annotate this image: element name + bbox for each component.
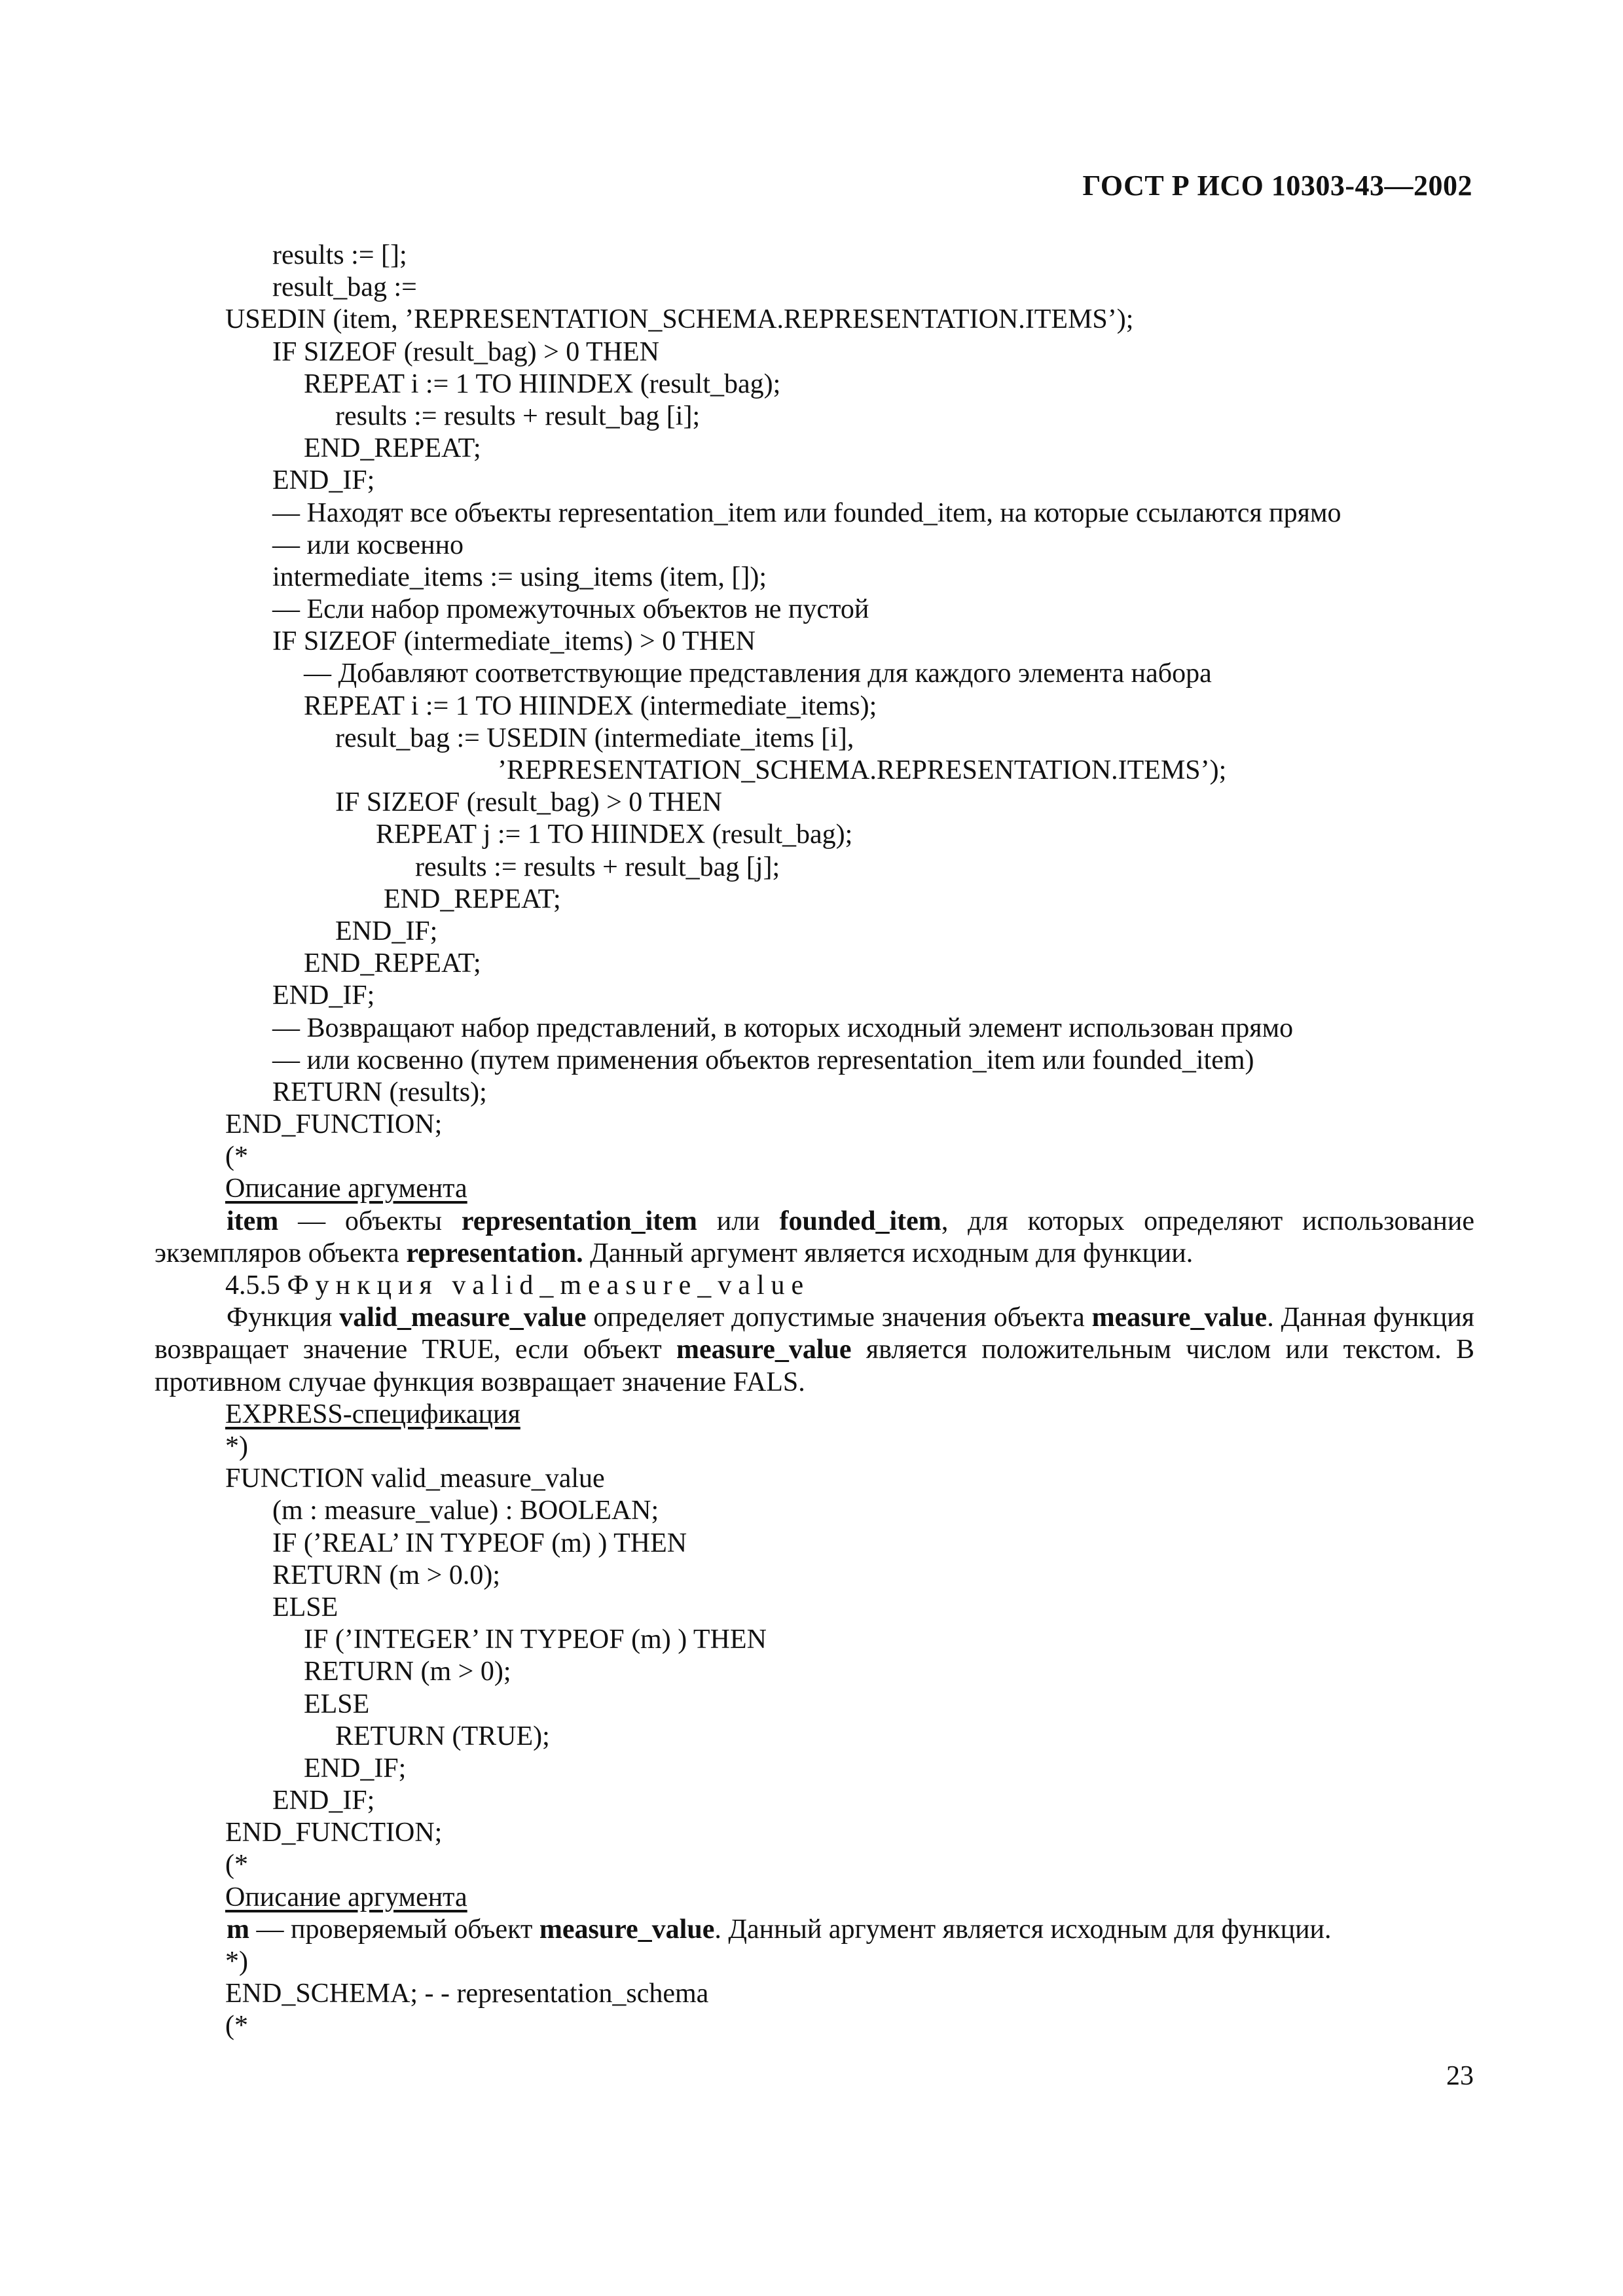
code-comment: — или косвенно [272,529,464,560]
code-line: (m : measure_value) : BOOLEAN; [272,1496,659,1526]
text-run: является положительным числом или текстом. В противном случае функция возвращает значение FALS. [155,1335,1474,1397]
code-line: REPEAT i := 1 TO HIINDEX (intermediate_items); [304,691,877,721]
code-comment: — или косвенно (путем применения объектов representation_item или founded_item) [272,1045,1254,1075]
code-line: (* [225,1141,248,1172]
code-line: results := results + result_bag [i]; [335,401,701,431]
page-number: 23 [1446,2061,1474,2091]
code-line: intermediate_items := using_items (item, []); [272,562,767,592]
code-block-end-schema [155,1946,1474,2043]
text-run: Функция [227,1302,340,1333]
entity-name: founded_item [779,1206,941,1236]
arg-term: m [227,1914,249,1945]
text-run: , для которых определяют использование экземпляров объекта [155,1206,1474,1268]
code-line: RETURN (m > 0); [304,1657,511,1687]
document-header: ГОСТ Р ИСО 10303-43—2002 [1082,170,1472,202]
code-line: REPEAT i := 1 TO HIINDEX (result_bag); [304,368,781,399]
code-line: result_bag := [272,272,417,303]
text-run: — проверяемый объект [249,1914,539,1945]
entity-name: measure_value [539,1914,715,1945]
text-run: или [697,1206,780,1236]
entity-name: valid_measure_value [339,1302,587,1333]
code-line: END_IF; [272,465,375,496]
code-block-valid-measure-value [155,1431,1474,1882]
code-line: IF SIZEOF (result_bag) > 0 THEN [272,336,660,367]
document-body [155,240,1474,2043]
code-block-function-body [155,240,1474,1173]
arg-term: item [227,1206,279,1236]
code-line: IF (’REAL’ IN TYPEOF (m) ) THEN [272,1528,687,1558]
code-line: END_FUNCTION; [225,1818,443,1848]
section-heading [155,1270,1474,1302]
argument-heading-text: Описание аргумента [225,1882,467,1912]
section-number: 4.5.5 [225,1270,287,1301]
code-line: END_IF; [272,980,375,1011]
code-line: END_SCHEMA; - - representation_schema [225,1979,709,2009]
code-line: results := results + result_bag [j]; [415,852,780,882]
express-heading-text: EXPRESS-спецификация [225,1399,520,1429]
code-line: REPEAT j := 1 TO HIINDEX (result_bag); [376,819,853,850]
code-line: (* [225,1850,248,1880]
argument-heading [155,1882,1474,1914]
code-line: RETURN (TRUE); [335,1721,550,1751]
code-line: END_IF; [335,916,438,946]
argument-heading [155,1173,1474,1205]
text-run: определяет допустимые значения объекта [586,1302,1092,1333]
section-title: Функция valid_measure_value [287,1270,811,1301]
code-line: *) [225,1946,248,1977]
argument-heading-text: Описание аргумента [225,1174,467,1204]
code-comment: — Добавляют соответствующие представления для каждого элемента набора [304,658,1212,689]
express-heading [155,1399,1474,1431]
entity-name: representation_item [461,1206,697,1236]
code-line: IF (’INTEGER’ IN TYPEOF (m) ) THEN [304,1624,767,1655]
code-line: USEDIN (item, ’REPRESENTATION_SCHEMA.REPRESENTATION.ITEMS’); [225,304,1134,335]
argument-description [155,1914,1474,1946]
code-line: ELSE [304,1689,370,1719]
code-line: END_FUNCTION; [225,1109,443,1140]
code-line: (* [225,2011,248,2041]
code-comment: — Если набор промежуточных объектов не пустой [272,594,869,625]
code-line: RETURN (results); [272,1077,487,1107]
code-line: END_IF; [304,1753,407,1784]
code-line: result_bag := USEDIN (intermediate_items [i], [335,723,854,753]
entity-name: measure_value [1091,1302,1267,1333]
function-description [155,1302,1474,1399]
text-run: . Данный аргумент является исходным для функции. [714,1914,1332,1945]
code-line: *) [225,1431,248,1462]
text-run: Данный аргумент является исходным для функции. [583,1238,1194,1268]
code-line: ELSE [272,1592,338,1623]
code-line: END_IF; [272,1785,375,1816]
code-line: END_REPEAT; [304,433,481,464]
text-run: — объекты [278,1206,462,1236]
code-line: RETURN (m > 0.0); [272,1560,500,1590]
code-line: FUNCTION valid_measure_value [225,1463,605,1494]
entity-name: representation. [406,1238,583,1268]
text-run: . Данная функция возвращает значение TRUE, если объект [155,1302,1474,1365]
code-line: END_REPEAT; [304,948,481,979]
code-comment: — Находят все объекты representation_item или founded_item, на которые ссылаются прямо [272,497,1341,528]
code-line: END_REPEAT; [384,884,561,914]
code-line: IF SIZEOF (result_bag) > 0 THEN [335,787,723,818]
code-line: IF SIZEOF (intermediate_items) > 0 THEN [272,626,756,657]
code-line: ’REPRESENTATION_SCHEMA.REPRESENTATION.ITEMS’); [498,755,1227,785]
argument-description [155,1206,1474,1270]
code-comment: — Возвращают набор представлений, в которых исходный элемент использован прямо [272,1013,1294,1043]
entity-name: measure_value [676,1335,852,1365]
code-line: results := []; [272,240,407,270]
